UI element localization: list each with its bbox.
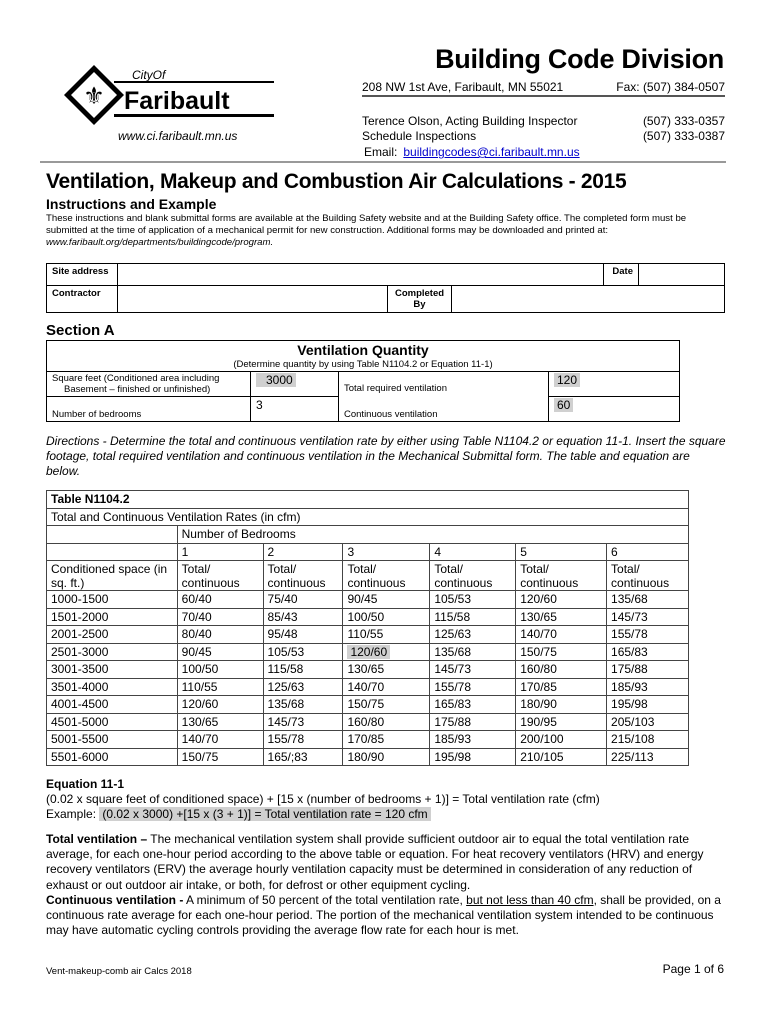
email-label: Email:: [364, 145, 398, 159]
rate-cell: [177, 713, 263, 731]
svg-text:Faribault: Faribault: [124, 87, 230, 115]
cell-value: 3501-4000: [51, 679, 109, 694]
sqft-range-cell: [47, 608, 178, 626]
empty-cell: [47, 526, 178, 544]
cell-value: 175/88: [611, 662, 648, 676]
cell-value: 185/93: [611, 679, 648, 694]
city-of-faribault-logo: [62, 64, 282, 126]
cont-vent-minimum: but not less than 40 cfm: [466, 892, 594, 907]
rate-cell: [343, 678, 430, 696]
continuous-vent-label: Continuous ventilation: [344, 409, 438, 420]
continuous-vent-field[interactable]: 60: [554, 398, 573, 412]
rate-cell: [516, 626, 607, 644]
cell-value: 215/108: [611, 732, 655, 746]
cell-value: 100/50: [181, 662, 219, 676]
email-link[interactable]: buildingcodes@ci.faribault.mn.us: [403, 145, 580, 159]
website-url[interactable]: www.ci.faribault.mn.us: [118, 129, 238, 143]
cell-value: 125/63: [434, 627, 472, 641]
cell-value: 135/68: [611, 592, 648, 606]
directions: Directions - Determine the total and continuous ventilation rate by either using Table N1104.2 or equation 11-1. Insert the square footage, total required ventilation and continuous ventilation in the Mechanical Submittal form. The table and equation are below.: [46, 434, 726, 478]
rate-cell: [607, 748, 689, 766]
cell-value: 115/58: [434, 609, 471, 624]
cell-value: 2501-3000: [51, 644, 109, 659]
rate-cell: [343, 661, 430, 679]
total-vent-label: Total required ventilation: [344, 383, 447, 394]
cell-value: 130/65: [520, 609, 557, 624]
column-header: Total/ continuous: [430, 561, 516, 591]
equation-title: Equation 11-1: [46, 777, 125, 791]
rate-cell: [430, 626, 516, 644]
cell-value: 3001-3500: [51, 662, 109, 676]
cell-value: 105/53: [434, 592, 472, 606]
cell-value: 190/95: [520, 714, 557, 729]
equation-section: [46, 777, 726, 822]
cell-value: 2001-2500: [51, 627, 109, 641]
rate-cell: [607, 643, 689, 661]
rate-cell: [430, 678, 516, 696]
rate-cell: [607, 626, 689, 644]
vq-labels: [344, 373, 543, 420]
schedule-phone: (507) 333-0387: [642, 129, 725, 143]
cell-value: 180/90: [520, 697, 557, 711]
rate-cell: [177, 696, 263, 714]
cell-value: 120/60: [520, 592, 557, 606]
table-row: [47, 696, 689, 714]
rate-cell: [177, 748, 263, 766]
site-address-label: Site address: [47, 264, 118, 286]
cell-value: 210/105: [520, 749, 564, 764]
rate-cell: [263, 661, 343, 679]
table-caption: Total and Continuous Ventilation Rates (in cfm): [47, 508, 689, 526]
cell-value: 205/103: [611, 714, 655, 729]
cell-value: 80/40: [181, 627, 212, 641]
cell-value: 140/70: [520, 627, 557, 641]
sqft-label: Square feet (Conditioned area including: [52, 373, 220, 384]
rate-cell: [607, 713, 689, 731]
rate-cell: [430, 643, 516, 661]
forms-link[interactable]: www.faribault.org/departments/buildingcode/program.: [46, 237, 274, 248]
rate-cell: [516, 608, 607, 626]
subtitle: Instructions and Example: [46, 196, 217, 212]
rate-cell: [263, 678, 343, 696]
sqft-range-cell: [47, 678, 178, 696]
bedroom-count-header: 4: [430, 543, 516, 561]
sqft-field[interactable]: 3000: [256, 373, 296, 387]
rate-cell: [263, 643, 343, 661]
rate-cell: [607, 678, 689, 696]
intro-body: These instructions and blank submittal forms are available at the Building Safety website and at the Building Safety office. The completed form must be submitted at the time of application of a mechanical permit for new construction. Additional forms may be downloaded and printed at:: [46, 213, 687, 236]
rate-cell: [516, 591, 607, 609]
site-address-field[interactable]: [118, 264, 604, 286]
total-ventilation-paragraph: [46, 832, 726, 893]
continuous-ventilation-paragraph: [46, 893, 726, 939]
cell-value: 100/50: [347, 609, 385, 624]
date-label: Date: [604, 264, 639, 286]
example-label: Example:: [46, 807, 100, 821]
rate-cell: [343, 731, 430, 749]
address-line: [362, 80, 725, 97]
sqft-range-cell: [47, 591, 178, 609]
table-row: [47, 608, 689, 626]
cell-value: 130/65: [347, 662, 385, 676]
table-row: [47, 626, 689, 644]
bedrooms-label: Number of bedrooms: [47, 397, 251, 422]
svg-text:CityOf: CityOf: [132, 68, 166, 82]
cell-value: 180/90: [347, 749, 385, 764]
cell-value: 4501-5000: [51, 714, 109, 729]
rate-cell: [263, 591, 343, 609]
rate-cell: [607, 591, 689, 609]
empty-cell: [47, 543, 178, 561]
cell-value: 95/48: [267, 627, 298, 641]
site-info-form: [46, 263, 725, 313]
inspector-line: [362, 114, 725, 128]
rate-cell: [343, 748, 430, 766]
total-vent-term: Total ventilation –: [46, 832, 148, 846]
page-number: Page 1 of 6: [662, 962, 724, 976]
cont-vent-text2: , shall be provided, on a continuous rate average for each one-hour period. The portion of the mechanical ventilation system intended to be continuous may have automatic cycling controls providing the average flow rate for each hour is met.: [46, 892, 721, 938]
address: 208 NW 1st Ave, Faribault, MN 55021: [362, 80, 564, 94]
cell-value: 60/40: [181, 592, 212, 606]
sqft-range-cell: [47, 696, 178, 714]
rate-cell: [343, 643, 430, 661]
cell-value: 165/83: [611, 644, 648, 659]
rate-cell: [607, 661, 689, 679]
rate-cell: [177, 731, 263, 749]
date-field[interactable]: [639, 264, 725, 286]
table-row: [47, 591, 689, 609]
cell-value: 90/45: [347, 592, 378, 606]
rate-cell: [177, 661, 263, 679]
cell-value: 195/98: [434, 749, 472, 764]
cell-value: 145/73: [611, 609, 648, 624]
ventilation-quantity-box: [46, 340, 680, 422]
sqft-range-cell: [47, 626, 178, 644]
cell-value: 195/98: [611, 697, 648, 711]
cell-value: 120/60: [347, 645, 390, 659]
column-header: Total/ continuous: [516, 561, 607, 591]
rate-cell: [430, 661, 516, 679]
table-row: [47, 731, 689, 749]
bedroom-count-header: 6: [607, 543, 689, 561]
rate-cell: [430, 731, 516, 749]
sqft-range-cell: [47, 713, 178, 731]
cell-value: 160/80: [347, 714, 385, 729]
email-line: [362, 145, 725, 159]
section-a-heading: Section A: [46, 322, 115, 339]
table-n1104-2: [46, 490, 689, 766]
rate-cell: [430, 713, 516, 731]
cell-value: 150/75: [520, 644, 557, 659]
equation-formula: (0.02 x square feet of conditioned space) + [15 x (number of bedrooms + 1)] = Total ventilation rate (cfm): [46, 792, 600, 806]
cell-value: 200/100: [520, 732, 564, 746]
rate-cell: [607, 696, 689, 714]
page-title: Ventilation, Makeup and Combustion Air Calculations - 2015: [46, 170, 627, 193]
column-header: Total/ continuous: [263, 561, 343, 591]
cell-value: 165/;83: [267, 749, 308, 764]
rate-cell: [263, 626, 343, 644]
bedrooms-header: Number of Bedrooms: [177, 526, 688, 544]
example-value: (0.02 x 3000) +[15 x (3 + 1)] = Total ventilation rate = 120 cfm: [99, 807, 430, 821]
cell-value: 105/53: [267, 644, 305, 659]
rate-cell: [516, 713, 607, 731]
cell-value: 140/70: [347, 679, 385, 694]
bedroom-count-header: 5: [516, 543, 607, 561]
rate-cell: [430, 696, 516, 714]
rate-cell: [263, 731, 343, 749]
cell-value: 130/65: [181, 714, 219, 729]
cell-value: 110/55: [347, 627, 384, 641]
vq-title: Ventilation Quantity: [297, 342, 429, 358]
table-row: [47, 678, 689, 696]
rate-cell: [516, 731, 607, 749]
sqft-range-cell: [47, 731, 178, 749]
table-row: [47, 713, 689, 731]
cell-value: 90/45: [181, 644, 212, 659]
cell-value: 170/85: [347, 732, 385, 746]
sqft-range-cell: [47, 748, 178, 766]
rate-cell: [516, 643, 607, 661]
cell-value: 140/70: [181, 732, 219, 746]
rate-cell: [343, 626, 430, 644]
cell-value: 150/75: [181, 749, 219, 764]
cell-value: 155/78: [267, 732, 305, 746]
rate-cell: [607, 731, 689, 749]
cell-value: 175/88: [434, 714, 472, 729]
rate-cell: [177, 608, 263, 626]
cell-value: 160/80: [520, 662, 557, 676]
fax: Fax: (507) 384-0507: [616, 80, 725, 94]
cell-value: 165/83: [434, 697, 472, 711]
cell-value: 225/113: [611, 749, 654, 764]
rate-cell: [516, 661, 607, 679]
schedule-line: [362, 129, 725, 143]
column-header: Total/ continuous: [607, 561, 689, 591]
inspector-name: Terence Olson, Acting Building Inspector: [362, 114, 578, 128]
row-header: Conditioned space (in sq. ft.): [47, 561, 178, 591]
rate-cell: [177, 626, 263, 644]
rate-cell: [177, 591, 263, 609]
cell-value: 5501-6000: [51, 749, 109, 764]
svg-text:⚜: ⚜: [83, 82, 105, 110]
cell-value: 150/75: [347, 697, 385, 711]
cell-value: 1000-1500: [51, 592, 109, 606]
cell-value: 155/78: [434, 679, 472, 694]
vq-subtitle: (Determine quantity by using Table N1104.2 or Equation 11-1): [233, 359, 493, 370]
rate-cell: [516, 696, 607, 714]
total-vent-text: The mechanical ventilation system shall provide sufficient outdoor air to equal the total ventilation rate average, for each one-hour period according to the above table or equation. For heat recovery ventilators (HRV) and energy recovery ventilators (ERV) the average hourly ventilation capacity must be determined in consideration of any reduction of exhaust or out outdoor air intake, or both, for defrost or other equipment cycling.: [46, 832, 704, 892]
rate-cell: [177, 678, 263, 696]
rate-cell: [516, 748, 607, 766]
cell-value: 135/68: [434, 644, 472, 659]
rate-cell: [177, 643, 263, 661]
cont-vent-text1: A minimum of 50 percent of the total ventilation rate,: [183, 892, 467, 907]
cont-vent-term: Continuous ventilation -: [46, 892, 184, 907]
contractor-label: Contractor: [47, 286, 118, 313]
column-header: Total/ continuous: [343, 561, 430, 591]
rate-cell: [516, 678, 607, 696]
cell-value: 115/58: [267, 662, 304, 676]
contractor-field[interactable]: [118, 286, 388, 313]
rate-cell: [343, 608, 430, 626]
cell-value: 170/85: [520, 679, 557, 694]
completed-by-field[interactable]: [452, 286, 725, 313]
rate-cell: [263, 696, 343, 714]
cell-value: 4001-4500: [51, 697, 109, 711]
cell-value: 155/78: [611, 627, 648, 641]
rate-cell: [263, 713, 343, 731]
column-header: Total/ continuous: [177, 561, 263, 591]
bedrooms-field[interactable]: 3: [251, 397, 339, 422]
rate-cell: [430, 748, 516, 766]
division-title: Building Code Division: [435, 44, 724, 74]
sqft-range-cell: [47, 643, 178, 661]
sqft-range-cell: [47, 661, 178, 679]
inspector-phone: (507) 333-0357: [642, 114, 725, 128]
cell-value: 5001-5500: [51, 732, 109, 746]
cell-value: 120/60: [181, 697, 219, 711]
table-row: [47, 748, 689, 766]
footer-doc-name: Vent-makeup-comb air Calcs 2018: [46, 966, 192, 977]
schedule-label: Schedule Inspections: [362, 129, 477, 143]
table-row: [47, 643, 689, 661]
rate-cell: [263, 608, 343, 626]
table-title: Table N1104.2: [47, 491, 689, 509]
cell-value: 1501-2000: [51, 609, 109, 624]
rate-cell: [343, 696, 430, 714]
cell-value: 185/93: [434, 732, 472, 746]
bedroom-count-header: 2: [263, 543, 343, 561]
completed-by-label: Completed By: [388, 286, 452, 313]
bedroom-count-header: 1: [177, 543, 263, 561]
rate-cell: [343, 591, 430, 609]
cell-value: 135/68: [267, 697, 305, 711]
cell-value: 70/40: [181, 609, 212, 624]
cell-value: 145/73: [434, 662, 472, 676]
cell-value: 110/55: [181, 679, 218, 694]
cell-value: 75/40: [267, 592, 298, 606]
cell-value: 85/43: [267, 609, 298, 624]
header-divider: [40, 161, 726, 163]
rate-cell: [607, 608, 689, 626]
rate-cell: [430, 608, 516, 626]
cell-value: 145/73: [267, 714, 305, 729]
cell-value: 125/63: [267, 679, 305, 694]
total-vent-field[interactable]: 120: [554, 373, 580, 387]
rate-cell: [343, 713, 430, 731]
intro-text: [46, 213, 726, 249]
bedroom-count-header: 3: [343, 543, 430, 561]
table-row: [47, 661, 689, 679]
body-text: [46, 832, 726, 938]
rate-cell: [430, 591, 516, 609]
rate-cell: [263, 748, 343, 766]
sqft-label-2: Basement – finished or unfinished): [64, 384, 211, 395]
